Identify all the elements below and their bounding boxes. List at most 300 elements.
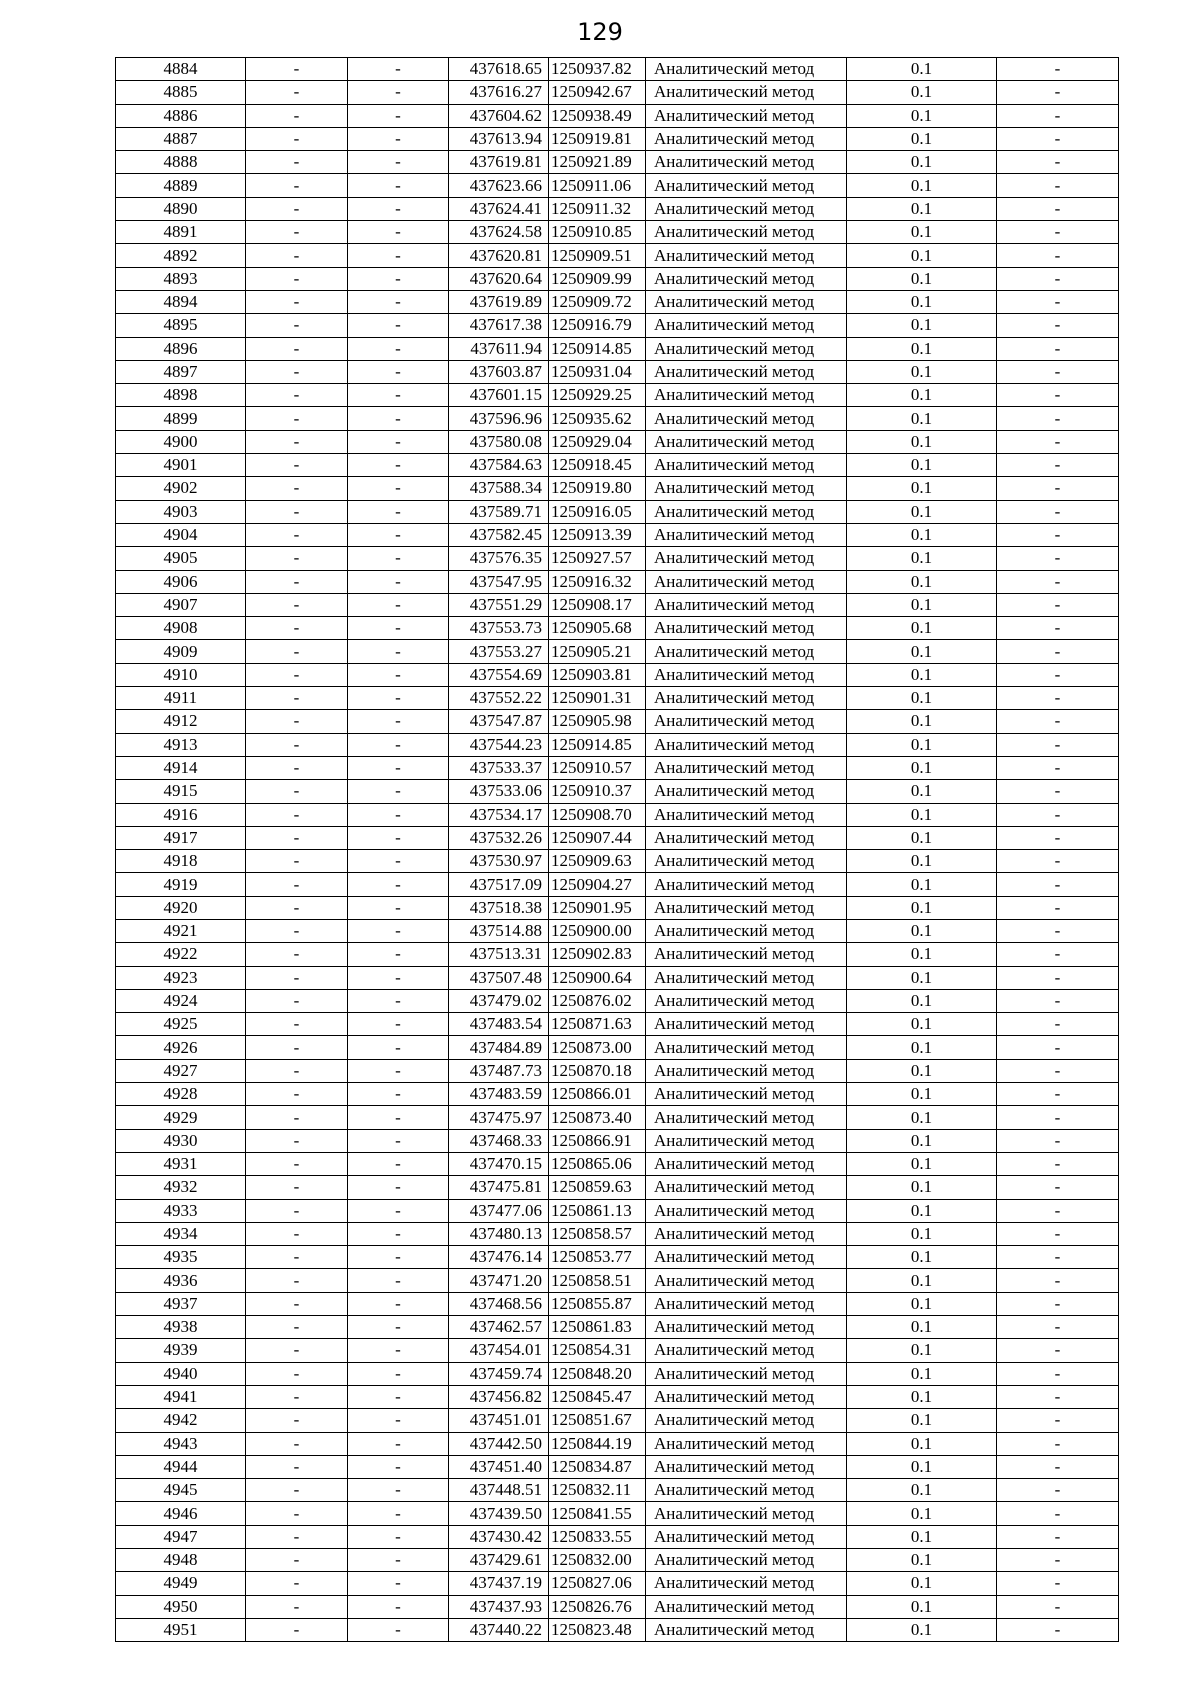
col2-cell: - [246,1036,348,1059]
col2-cell: - [246,943,348,966]
col8-cell: - [997,1152,1119,1175]
y-coordinate-cell: 1250826.76 [549,1595,646,1618]
table-row [116,1618,1119,1641]
point-number-cell: 4898 [116,384,246,407]
col2-cell: - [246,290,348,313]
page-number: 129 [577,18,623,46]
method-cell: Аналитический метод [646,989,847,1012]
precision-cell: 0.1 [847,81,997,104]
table-row [116,197,1119,220]
y-coordinate-cell: 1250916.79 [549,314,646,337]
y-coordinate-cell: 1250834.87 [549,1455,646,1478]
point-number-cell: 4925 [116,1013,246,1036]
col3-cell: - [348,547,449,570]
precision-cell: 0.1 [847,593,997,616]
point-number-cell: 4900 [116,430,246,453]
precision-cell: 0.1 [847,1246,997,1269]
col8-cell: - [997,384,1119,407]
y-coordinate-cell: 1250916.05 [549,500,646,523]
x-coordinate-cell: 437459.74 [449,1362,549,1385]
col2-cell: - [246,1362,348,1385]
y-coordinate-cell: 1250901.31 [549,687,646,710]
col3-cell: - [348,919,449,942]
y-coordinate-cell: 1250905.21 [549,640,646,663]
point-number-cell: 4933 [116,1199,246,1222]
y-coordinate-cell: 1250823.48 [549,1618,646,1641]
y-coordinate-cell: 1250910.37 [549,780,646,803]
x-coordinate-cell: 437624.58 [449,221,549,244]
col2-cell: - [246,1432,348,1455]
x-coordinate-cell: 437576.35 [449,547,549,570]
x-coordinate-cell: 437620.81 [449,244,549,267]
x-coordinate-cell: 437623.66 [449,174,549,197]
precision-cell: 0.1 [847,1479,997,1502]
x-coordinate-cell: 437532.26 [449,826,549,849]
col8-cell: - [997,1129,1119,1152]
table-row [116,1362,1119,1385]
precision-cell: 0.1 [847,454,997,477]
y-coordinate-cell: 1250902.83 [549,943,646,966]
col3-cell: - [348,1316,449,1339]
col2-cell: - [246,1246,348,1269]
col8-cell: - [997,850,1119,873]
method-cell: Аналитический метод [646,197,847,220]
precision-cell: 0.1 [847,1269,997,1292]
col2-cell: - [246,1479,348,1502]
precision-cell: 0.1 [847,430,997,453]
col8-cell: - [997,1083,1119,1106]
col2-cell: - [246,1013,348,1036]
col8-cell: - [997,640,1119,663]
precision-cell: 0.1 [847,1432,997,1455]
col8-cell: - [997,710,1119,733]
x-coordinate-cell: 437553.27 [449,640,549,663]
table-row [116,1292,1119,1315]
col3-cell: - [348,1176,449,1199]
method-cell: Аналитический метод [646,919,847,942]
point-number-cell: 4891 [116,221,246,244]
col8-cell: - [997,1455,1119,1478]
point-number-cell: 4904 [116,523,246,546]
col3-cell: - [348,1339,449,1362]
col3-cell: - [348,1525,449,1548]
precision-cell: 0.1 [847,500,997,523]
col8-cell: - [997,803,1119,826]
col8-cell: - [997,780,1119,803]
col8-cell: - [997,919,1119,942]
method-cell: Аналитический метод [646,1479,847,1502]
y-coordinate-cell: 1250845.47 [549,1385,646,1408]
col8-cell: - [997,896,1119,919]
x-coordinate-cell: 437547.87 [449,710,549,733]
col3-cell: - [348,1549,449,1572]
y-coordinate-cell: 1250854.31 [549,1339,646,1362]
col8-cell: - [997,290,1119,313]
col3-cell: - [348,104,449,127]
method-cell: Аналитический метод [646,1246,847,1269]
y-coordinate-cell: 1250873.40 [549,1106,646,1129]
x-coordinate-cell: 437596.96 [449,407,549,430]
method-cell: Аналитический метод [646,523,847,546]
method-cell: Аналитический метод [646,1013,847,1036]
col3-cell: - [348,826,449,849]
col2-cell: - [246,1106,348,1129]
table-row [116,477,1119,500]
point-number-cell: 4896 [116,337,246,360]
col3-cell: - [348,1152,449,1175]
col3-cell: - [348,617,449,640]
y-coordinate-cell: 1250938.49 [549,104,646,127]
col3-cell: - [348,523,449,546]
table-row [116,1549,1119,1572]
x-coordinate-cell: 437470.15 [449,1152,549,1175]
method-cell: Аналитический метод [646,500,847,523]
point-number-cell: 4893 [116,267,246,290]
col3-cell: - [348,570,449,593]
point-number-cell: 4951 [116,1618,246,1641]
y-coordinate-cell: 1250870.18 [549,1059,646,1082]
col3-cell: - [348,221,449,244]
col2-cell: - [246,1292,348,1315]
col3-cell: - [348,337,449,360]
method-cell: Аналитический метод [646,454,847,477]
x-coordinate-cell: 437429.61 [449,1549,549,1572]
col3-cell: - [348,780,449,803]
col8-cell: - [997,756,1119,779]
method-cell: Аналитический метод [646,710,847,733]
x-coordinate-cell: 437483.59 [449,1083,549,1106]
table-row [116,1409,1119,1432]
col2-cell: - [246,850,348,873]
col3-cell: - [348,1083,449,1106]
col8-cell: - [997,1432,1119,1455]
col2-cell: - [246,360,348,383]
y-coordinate-cell: 1250873.00 [549,1036,646,1059]
x-coordinate-cell: 437442.50 [449,1432,549,1455]
table-row [116,1199,1119,1222]
col3-cell: - [348,663,449,686]
point-number-cell: 4950 [116,1595,246,1618]
col3-cell: - [348,593,449,616]
method-cell: Аналитический метод [646,1176,847,1199]
method-cell: Аналитический метод [646,687,847,710]
point-number-cell: 4926 [116,1036,246,1059]
col2-cell: - [246,663,348,686]
x-coordinate-cell: 437475.97 [449,1106,549,1129]
col2-cell: - [246,1455,348,1478]
x-coordinate-cell: 437477.06 [449,1199,549,1222]
col3-cell: - [348,1292,449,1315]
x-coordinate-cell: 437547.95 [449,570,549,593]
method-cell: Аналитический метод [646,1432,847,1455]
point-number-cell: 4938 [116,1316,246,1339]
y-coordinate-cell: 1250914.85 [549,733,646,756]
precision-cell: 0.1 [847,989,997,1012]
precision-cell: 0.1 [847,1316,997,1339]
y-coordinate-cell: 1250841.55 [549,1502,646,1525]
table-row [116,687,1119,710]
method-cell: Аналитический метод [646,826,847,849]
col3-cell: - [348,407,449,430]
precision-cell: 0.1 [847,384,997,407]
table-row [116,896,1119,919]
x-coordinate-cell: 437451.40 [449,1455,549,1478]
point-number-cell: 4948 [116,1549,246,1572]
col3-cell: - [348,873,449,896]
precision-cell: 0.1 [847,570,997,593]
col2-cell: - [246,314,348,337]
method-cell: Аналитический метод [646,1199,847,1222]
y-coordinate-cell: 1250858.51 [549,1269,646,1292]
table-row [116,1455,1119,1478]
col3-cell: - [348,1036,449,1059]
precision-cell: 0.1 [847,1059,997,1082]
y-coordinate-cell: 1250876.02 [549,989,646,1012]
precision-cell: 0.1 [847,244,997,267]
col2-cell: - [246,337,348,360]
table-row [116,1479,1119,1502]
col8-cell: - [997,593,1119,616]
col2-cell: - [246,1385,348,1408]
x-coordinate-cell: 437484.89 [449,1036,549,1059]
x-coordinate-cell: 437554.69 [449,663,549,686]
x-coordinate-cell: 437476.14 [449,1246,549,1269]
col3-cell: - [348,1455,449,1478]
precision-cell: 0.1 [847,1549,997,1572]
precision-cell: 0.1 [847,640,997,663]
x-coordinate-cell: 437611.94 [449,337,549,360]
col3-cell: - [348,314,449,337]
table-row [116,850,1119,873]
precision-cell: 0.1 [847,1129,997,1152]
precision-cell: 0.1 [847,617,997,640]
x-coordinate-cell: 437454.01 [449,1339,549,1362]
col8-cell: - [997,570,1119,593]
col3-cell: - [348,1432,449,1455]
method-cell: Аналитический метод [646,1036,847,1059]
point-number-cell: 4915 [116,780,246,803]
method-cell: Аналитический метод [646,1083,847,1106]
table-row [116,1152,1119,1175]
point-number-cell: 4899 [116,407,246,430]
y-coordinate-cell: 1250911.06 [549,174,646,197]
point-number-cell: 4906 [116,570,246,593]
x-coordinate-cell: 437580.08 [449,430,549,453]
col8-cell: - [997,1618,1119,1641]
col2-cell: - [246,710,348,733]
point-number-cell: 4913 [116,733,246,756]
col2-cell: - [246,151,348,174]
point-number-cell: 4940 [116,1362,246,1385]
x-coordinate-cell: 437616.27 [449,81,549,104]
precision-cell: 0.1 [847,826,997,849]
precision-cell: 0.1 [847,1176,997,1199]
method-cell: Аналитический метод [646,1292,847,1315]
table-row [116,1432,1119,1455]
table-row [116,430,1119,453]
col3-cell: - [348,360,449,383]
x-coordinate-cell: 437551.29 [449,593,549,616]
point-number-cell: 4917 [116,826,246,849]
col2-cell: - [246,733,348,756]
point-number-cell: 4885 [116,81,246,104]
table-row [116,58,1119,81]
col2-cell: - [246,454,348,477]
col8-cell: - [997,547,1119,570]
x-coordinate-cell: 437437.93 [449,1595,549,1618]
precision-cell: 0.1 [847,1502,997,1525]
col8-cell: - [997,337,1119,360]
x-coordinate-cell: 437582.45 [449,523,549,546]
x-coordinate-cell: 437533.06 [449,780,549,803]
method-cell: Аналитический метод [646,943,847,966]
method-cell: Аналитический метод [646,477,847,500]
col3-cell: - [348,1362,449,1385]
col8-cell: - [997,617,1119,640]
precision-cell: 0.1 [847,710,997,733]
method-cell: Аналитический метод [646,337,847,360]
y-coordinate-cell: 1250913.39 [549,523,646,546]
table-row [116,1385,1119,1408]
table-row [116,174,1119,197]
table-row [116,1083,1119,1106]
x-coordinate-cell: 437553.73 [449,617,549,640]
col3-cell: - [348,267,449,290]
y-coordinate-cell: 1250861.13 [549,1199,646,1222]
col2-cell: - [246,430,348,453]
col8-cell: - [997,943,1119,966]
col3-cell: - [348,1059,449,1082]
col8-cell: - [997,500,1119,523]
col3-cell: - [348,151,449,174]
col2-cell: - [246,826,348,849]
method-cell: Аналитический метод [646,873,847,896]
x-coordinate-cell: 437456.82 [449,1385,549,1408]
col2-cell: - [246,407,348,430]
x-coordinate-cell: 437475.81 [449,1176,549,1199]
precision-cell: 0.1 [847,1013,997,1036]
y-coordinate-cell: 1250848.20 [549,1362,646,1385]
col3-cell: - [348,896,449,919]
col8-cell: - [997,1549,1119,1572]
table-row [116,244,1119,267]
col2-cell: - [246,780,348,803]
y-coordinate-cell: 1250909.63 [549,850,646,873]
x-coordinate-cell: 437480.13 [449,1222,549,1245]
table-row [116,710,1119,733]
precision-cell: 0.1 [847,1595,997,1618]
method-cell: Аналитический метод [646,127,847,150]
col8-cell: - [997,81,1119,104]
col8-cell: - [997,221,1119,244]
point-number-cell: 4921 [116,919,246,942]
col2-cell: - [246,1316,348,1339]
x-coordinate-cell: 437451.01 [449,1409,549,1432]
y-coordinate-cell: 1250853.77 [549,1246,646,1269]
table-row [116,756,1119,779]
precision-cell: 0.1 [847,1455,997,1478]
col3-cell: - [348,58,449,81]
col8-cell: - [997,58,1119,81]
col2-cell: - [246,756,348,779]
col2-cell: - [246,1129,348,1152]
point-number-cell: 4895 [116,314,246,337]
x-coordinate-cell: 437437.19 [449,1572,549,1595]
x-coordinate-cell: 437430.42 [449,1525,549,1548]
y-coordinate-cell: 1250914.85 [549,337,646,360]
table-row [116,1502,1119,1525]
col8-cell: - [997,174,1119,197]
x-coordinate-cell: 437439.50 [449,1502,549,1525]
table-row [116,221,1119,244]
precision-cell: 0.1 [847,314,997,337]
point-number-cell: 4939 [116,1339,246,1362]
method-cell: Аналитический метод [646,360,847,383]
method-cell: Аналитический метод [646,780,847,803]
method-cell: Аналитический метод [646,1595,847,1618]
y-coordinate-cell: 1250827.06 [549,1572,646,1595]
col2-cell: - [246,1618,348,1641]
x-coordinate-cell: 437601.15 [449,384,549,407]
method-cell: Аналитический метод [646,1409,847,1432]
precision-cell: 0.1 [847,756,997,779]
col3-cell: - [348,1222,449,1245]
x-coordinate-cell: 437487.73 [449,1059,549,1082]
col2-cell: - [246,803,348,826]
x-coordinate-cell: 437507.48 [449,966,549,989]
col8-cell: - [997,1199,1119,1222]
table-row [116,873,1119,896]
coordinates-table [115,57,1119,1642]
x-coordinate-cell: 437619.81 [449,151,549,174]
col8-cell: - [997,1292,1119,1315]
method-cell: Аналитический метод [646,593,847,616]
x-coordinate-cell: 437468.33 [449,1129,549,1152]
col8-cell: - [997,1013,1119,1036]
col2-cell: - [246,1152,348,1175]
table-body [116,58,1119,1642]
method-cell: Аналитический метод [646,267,847,290]
col3-cell: - [348,710,449,733]
col2-cell: - [246,523,348,546]
col8-cell: - [997,1362,1119,1385]
precision-cell: 0.1 [847,337,997,360]
table-row [116,943,1119,966]
method-cell: Аналитический метод [646,1362,847,1385]
y-coordinate-cell: 1250910.85 [549,221,646,244]
table-row [116,803,1119,826]
point-number-cell: 4919 [116,873,246,896]
col8-cell: - [997,1409,1119,1432]
precision-cell: 0.1 [847,919,997,942]
table-row [116,81,1119,104]
y-coordinate-cell: 1250858.57 [549,1222,646,1245]
method-cell: Аналитический метод [646,430,847,453]
point-number-cell: 4920 [116,896,246,919]
col2-cell: - [246,547,348,570]
col3-cell: - [348,1129,449,1152]
precision-cell: 0.1 [847,1409,997,1432]
point-number-cell: 4905 [116,547,246,570]
table-row [116,1572,1119,1595]
col2-cell: - [246,617,348,640]
precision-cell: 0.1 [847,523,997,546]
col8-cell: - [997,873,1119,896]
col8-cell: - [997,1479,1119,1502]
col2-cell: - [246,1339,348,1362]
table-row [116,1595,1119,1618]
col3-cell: - [348,1502,449,1525]
